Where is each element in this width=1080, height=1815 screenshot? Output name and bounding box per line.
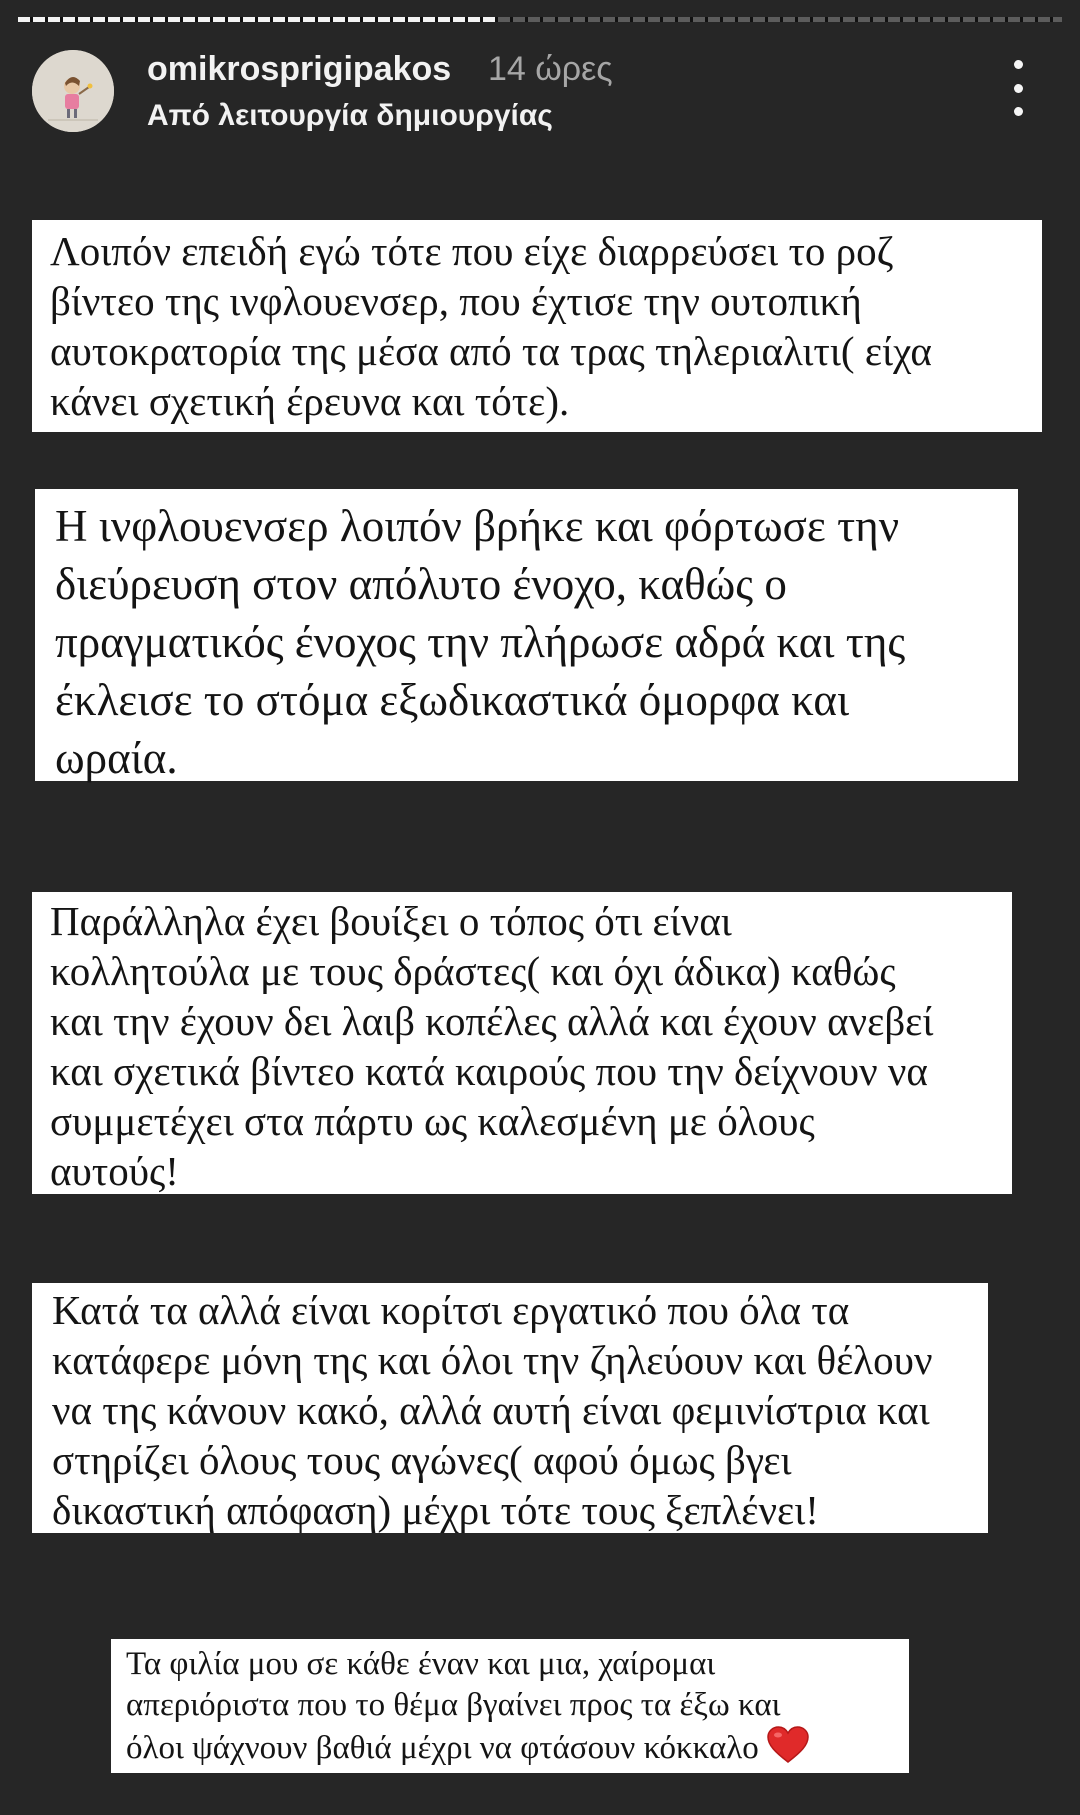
text-line: έκλεισε το στόμα εξωδικαστικά όμορφα και: [55, 675, 850, 725]
text-line: διεύρευση στον απόλυτο ένοχο, καθώς ο: [55, 559, 787, 609]
text-line: αυτούς!: [50, 1148, 179, 1194]
text-line: Η ινφλουενσερ λοιπόν βρήκε και φόρτωσε την: [55, 501, 900, 551]
text-card-2: [35, 489, 1018, 781]
avatar-illustration-icon: [32, 50, 114, 132]
text-line: αυτοκρατορία της μέσα από τα τρας τηλεριαλιτι( είχα: [50, 328, 932, 374]
text-line: και σχετικά βίντεο κατά καιρούς που την δείχνουν να: [50, 1048, 928, 1094]
username[interactable]: omikrosprigipakos: [147, 50, 452, 88]
text-line: δικαστική απόφαση) μέχρι τότε τους ξεπλένει!: [52, 1487, 819, 1533]
more-dot: [1014, 84, 1023, 93]
text-line: Παράλληλα έχει βουίξει ο τόπος ότι είναι: [50, 898, 732, 944]
text-line: όλοι ψάχνουν βαθιά μέχρι να φτάσουν κόκκαλο: [126, 1730, 759, 1766]
text-line-with-heart: [126, 1726, 909, 1775]
avatar[interactable]: [32, 50, 114, 132]
text-line: απεριόριστα που το θέμα βγαίνει προς τα έξω και: [126, 1687, 781, 1723]
more-vertical-icon[interactable]: [998, 60, 1038, 116]
timestamp: 14 ώρες: [488, 50, 613, 88]
text-line: Κατά τα αλλά είναι κορίτσι εργατικό που όλα τα: [52, 1287, 850, 1333]
story-progress-fill: [18, 17, 498, 22]
text-line: Λοιπόν επειδή εγώ τότε που είχε διαρρεύσει το ροζ: [50, 228, 894, 274]
text-line: και την έχουν δει λαιβ κοπέλες αλλά και έχουν ανεβεί: [50, 998, 934, 1044]
text-line: ωραία.: [55, 733, 178, 783]
text-card-3: [32, 892, 1012, 1194]
text-line: βίντεο της ινφλουενσερ, που έχτισε την ουτοπική: [50, 278, 862, 324]
text-card-1: [32, 220, 1042, 432]
text-card-5: [111, 1639, 909, 1773]
text-line: να της κάνουν κακό, αλλά αυτή είναι φεμινίστρια και: [52, 1387, 930, 1433]
text-line: στηρίζει όλους τους αγώνες( αφού όμως βγει: [52, 1437, 792, 1483]
text-line: κάνει σχετική έρευνα και τότε).: [50, 378, 570, 424]
text-line: κολλητούλα με τους δράστες( και όχι άδικα) καθώς: [50, 948, 896, 994]
more-dot: [1014, 60, 1023, 69]
text-line: Τα φιλία μου σε κάθε έναν και μια, χαίρομαι: [126, 1646, 716, 1682]
story-subtitle: Από λειτουργία δημιουργίας: [147, 99, 553, 132]
more-dot: [1014, 107, 1023, 116]
red-heart-emoji-icon: [767, 1726, 809, 1775]
text-line: πραγματικός ένοχος την πλήρωσε αδρά και της: [55, 617, 906, 667]
story-progress-bar: [18, 17, 1062, 22]
text-line: κατάφερε μόνη της και όλοι την ζηλεύουν και θέλουν: [52, 1337, 933, 1383]
text-card-4: [32, 1283, 988, 1533]
text-line: συμμετέχει στα πάρτυ ως καλεσμένη με όλους: [50, 1098, 815, 1144]
